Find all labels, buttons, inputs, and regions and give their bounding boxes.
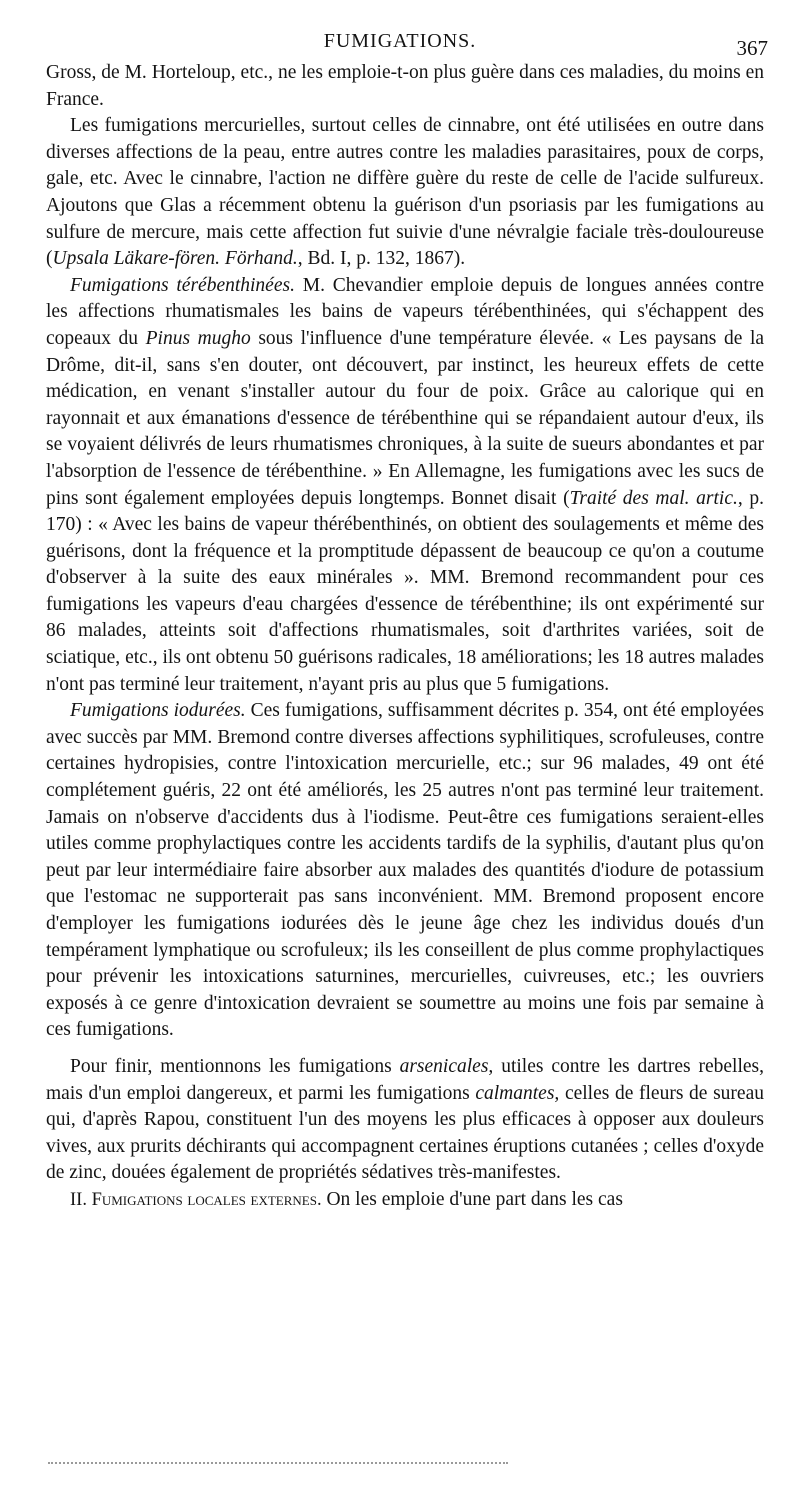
citation-bonnet: Traité des mal. artic. [569,487,738,509]
running-title: FUMIGATIONS. [323,30,477,52]
page-number: 367 [736,36,768,60]
citation-upsala: Upsala Läkare-fören. Förhand. [52,248,298,270]
section-two-label: II. Fumigations locales externes. [70,1189,322,1210]
paragraph-iodurees: Fumigations iodurées. Ces fumigations, suffisamment décrites p. 354, ont été employées avec succès par MM. Bremond contre diverses affections syphilitiques, scrofuleuses, contre certaines hydropisies, contre l'intoxication mercurielle, etc.; sur 96 malades, 49 ont été complétement guéris, 22 ont été améliorés, les 25 autres n'ont pas terminé leur traitement. Jamais on n'observe d'accidents dus à l'iodisme. Peut-être ces fumigations seraient-elles utiles comme prophylactiques contre les accidents tardifs de la syphilis, d'autant plus qu'on peut par leur intermédiaire faire absorber aux malades des quantités d'iodure de potassium que l'estomac ne supporterait pas sans inconvénient. MM. Bremond proposent encore d'employer les fumigations iodurées dès le jeune âge chez les individus doués d'un tempérament lymphatique ou scrofuleux; ils les conseillent de plus comme prophylactiques pour prévenir les intoxications saturnines, mercurielles, cuivreuses, etc.; les ouvriers exposés à ce genre d'intoxication devraient se soumettre au moins une fois par semaine à ces fumigations. [46,700,764,1041]
paragraph-section-two: II. Fumigations locales externes. On les emploie d'une part dans les cas [70,1188,623,1210]
section-heading-iodurees: Fumigations iodurées. [70,700,246,722]
section-heading-terebenthinees: Fumigations térébenthinées. [70,274,295,296]
body-text [46,60,764,1214]
term-arsenicales: arsenicales, [399,1055,494,1077]
paragraph-continuation: Gross, de M. Horteloup, etc., ne les emploie-t-on plus guère dans ces maladies, du moins en France. [46,62,764,110]
paragraph-pour-finir: Pour finir, mentionnons les fumigations arsenicales, utiles contre les dartres rebelles, mais d'un emploi dangereux, et parmi les fumigations calmantes, celles de fleurs de sureau qui, d'après Rapou, constituent l'un des moyens les plus efficaces à opposer aux douleurs vives, aux prurits déchirants qui accompagnent certaines éruptions cutanées ; celles d'oxyde de zinc, douées également de propriétés sédatives très-manifestes. [46,1055,764,1184]
species-name: Pinus mugho [145,327,251,349]
paragraph-terebenthinees: Fumigations térébenthinées. M. Chevandier emploie depuis de longues années contre les affections rhumatismales les bains de vapeurs térébenthinées, qui s'échappent des copeaux du Pinus mugho sous l'influence d'une température élevée. « Les paysans de la Drôme, dit-il, sans s'en douter, ont découvert, par instinct, les heureux effets de cette médication, en venant s'installer autour du four de poix. Grâce au calorique qui en rayonnait et aux émanations d'essence de térébenthine qui se répandaient autour d'eux, ils se voyaient délivrés de leurs rhumatismes chroniques, à la suite de sueurs abondantes et par l'absorption de l'essence de térébenthine. » En Allemagne, les fumigations avec les sucs de pins sont également employées depuis longtemps. Bonnet disait (Traité des mal. artic., p. 170) : « Avec les bains de vapeur thérébenthinés, on obtient des soulagements et même des guérisons, dont la fréquence et la promptitude dépassent de beaucoup ce qu'on a coutume d'observer à la suite des eaux minérales ». MM. Bremond recommandent pour ces fumigations les vapeurs d'eau chargées d'essence de térébenthine; ils ont expérimenté sur 86 malades, atteints soit d'affections rhumatismales, soit d'arthrites variées, soit de sciatique, etc., ils ont obtenu 50 guérisons radicales, 18 améliorations; les 18 autres malades n'ont pas terminé leur traitement, n'ayant pris au plus que 5 fumigations. [46,274,765,695]
paragraph-mercurielles: Les fumigations mercurielles, surtout celles de cinnabre, ont été utilisées en outre dans diverses affections de la peau, entre autres contre les maladies parasitaires, poux de corps, gale, etc. Avec le cinnabre, l'action ne diffère guère du reste de celle de l'acide sulfureux. Ajoutons que Glas a récemment obtenu la guérison d'un psoriasis par les fumigations au sulfure de mercure, mais cette affection fut suivie d'une névralgie faciale très-douloureuse (Upsala Läkare-fören. Förhand., Bd. I, p. 132, 1867). [46,115,764,270]
bottom-dotted-rule [48,1462,508,1464]
term-calmantes: calmantes, [475,1082,560,1104]
